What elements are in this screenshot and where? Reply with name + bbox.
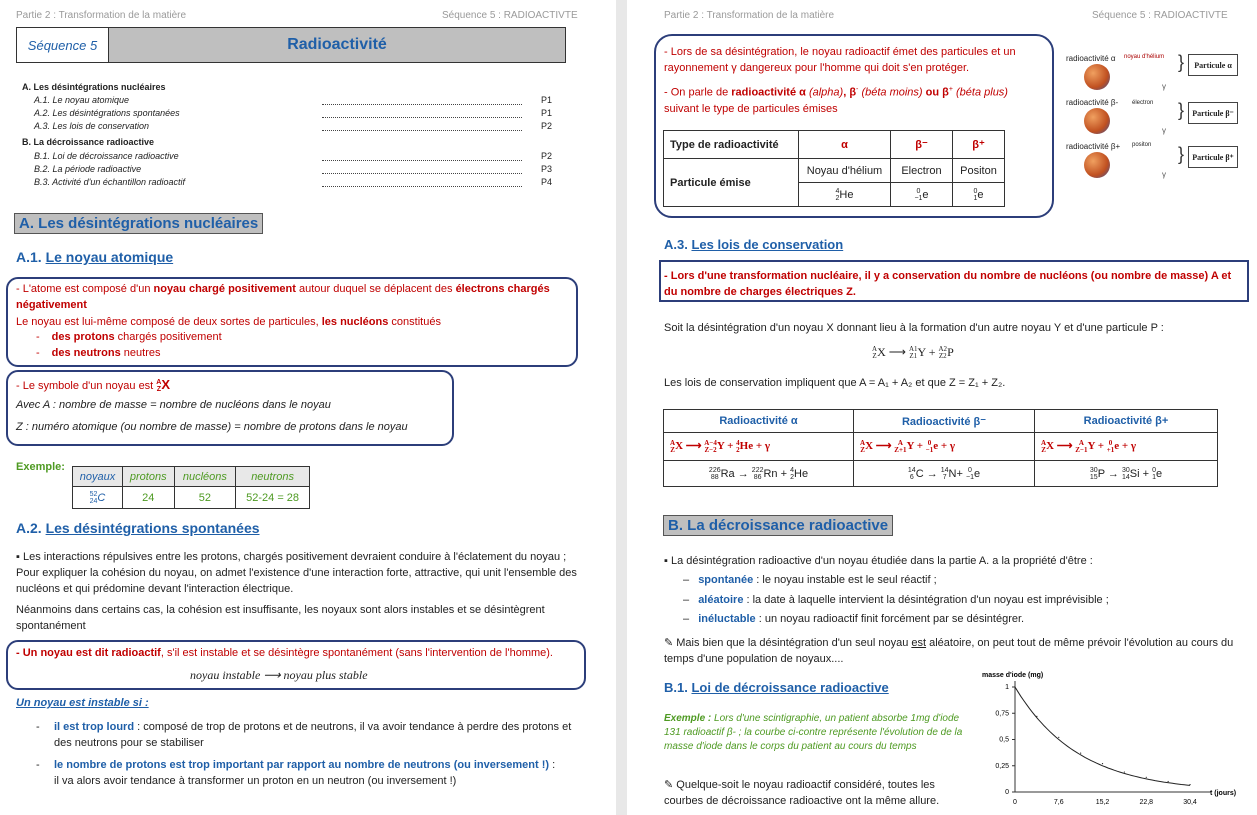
toc-item[interactable]: B.1. Loi de décroissance radioactive	[34, 151, 179, 161]
table-cell: Electron	[891, 159, 953, 183]
chart-point	[1168, 781, 1169, 782]
toc-page: P1	[541, 108, 553, 118]
fig-sub-beta-plus: positon	[1132, 142, 1152, 148]
table-cell: 52	[174, 487, 236, 509]
toc-item[interactable]: A.3. Les lois de conservation	[34, 121, 150, 131]
brace-icon: }	[1178, 144, 1185, 164]
example-label: Exemple:	[16, 461, 65, 473]
table-header: β⁻	[891, 131, 953, 159]
toc-item[interactable]: A. Les désintégrations nucléaires	[22, 82, 166, 92]
table-cell: A ZX ⟶ A Z+1Y + 0 −1e + γ	[854, 433, 1035, 461]
fig-label-beta-minus: radioactivité β-	[1066, 98, 1119, 107]
toc-item[interactable]: B.2. La période radioactive	[34, 164, 142, 174]
section-b-heading: B. La décroissance radioactive	[663, 515, 893, 536]
list-item-too-heavy: - il est trop lourd : composé de trop de protons et de neutrons, il va avoir tendance à perdre des protons et des neutrons pour se stabiliser	[36, 721, 572, 749]
atomic-number-definition: Z : numéro atomique (ou nombre de masse) = nombre de protons dans le noyau	[16, 421, 408, 433]
radioactive-definition: - Un noyau est dit radioactif, s'il est instable et se désintègre spontanément (sans l'intervention de l'homme).	[16, 647, 553, 659]
nucleons-text: Le noyau est lui-même composé de deux sortes de particules, les nucléons constitués	[16, 316, 441, 328]
table-header: Radioactivité β+	[1035, 410, 1218, 433]
chart-y-label: masse d'iode (mg)	[982, 672, 1044, 679]
table-cell: 24	[122, 487, 174, 509]
nucleus-icon	[1084, 152, 1110, 178]
chart-x-tick: 22,8	[1139, 799, 1154, 806]
section-a3-heading: A.3. Les lois de conservation	[664, 237, 844, 252]
chart-point	[1080, 753, 1081, 754]
chart-point	[1102, 763, 1103, 764]
decay-curve-note: ✎ Quelque-soit le noyau radioactif considéré, toutes les courbes de décroissance radioactive ont la même allure.	[664, 779, 940, 807]
decay-properties-intro: ▪ La désintégration radioactive d'un noyau étudiée dans la partie A. a la propriété d'être :	[664, 555, 1093, 567]
gamma-icon: γ	[1162, 170, 1166, 179]
toc-page: P2	[541, 151, 553, 161]
chart-x-label: t (jours)	[1210, 790, 1237, 797]
header-left: Partie 2 : Transformation de la matière	[16, 10, 187, 21]
toc-item[interactable]: B. La décroissance radioactive	[22, 137, 155, 147]
toc-page: P4	[541, 177, 553, 187]
toc-page: P1	[541, 95, 553, 105]
section-a2-heading: A.2. Les désintégrations spontanées	[16, 520, 260, 536]
conservation-laws-text: Les lois de conservation impliquent que A = A₁ + A₂ et que Z = Z₁ + Z₂.	[664, 377, 1006, 389]
table-header: β⁺	[953, 131, 1005, 159]
decay-equations-table	[663, 409, 1218, 487]
list-item-random: – aléatoire : la date à laquelle intervient la désintégration d'un noyau est imprévisible ;	[683, 594, 1109, 606]
population-evolution-text: ✎ Mais bien que la désintégration d'un seul noyau est aléatoire, on peut tout de même prévoir l'évolution au cours du temps d'une population de noyaux....	[664, 637, 1234, 665]
table-header: Radioactivité β⁻	[854, 410, 1035, 433]
chart-y-tick: 0,5	[999, 736, 1009, 744]
brace-icon: }	[1178, 52, 1185, 72]
symbol-text: - Le symbole d'un noyau est A ZX	[16, 377, 171, 394]
chart-x-tick: 30,4	[1183, 799, 1197, 806]
chart-axes	[1015, 681, 1211, 792]
gamma-icon: γ	[1162, 126, 1166, 135]
table-header: Type de radioactivité	[664, 131, 799, 159]
chart-y-tick: 0	[1005, 789, 1009, 796]
table-header: neutrons	[236, 467, 310, 487]
instability-conditions-title: Un noyau est instable si :	[16, 697, 149, 709]
list-item-protons: - des protons chargés positivement	[36, 331, 222, 343]
list-item-neutrons: - des neutrons neutres	[36, 347, 161, 359]
chart-x-tick: 0	[1013, 799, 1017, 806]
iodine-example-text: Exemple : Lors d'une scintigraphie, un patient absorbe 1mg d'iode 131 radioactif β- ; la courbe ci-contre représente l'évolution de de la masse d'iode dans le corps du patient au cours du temps	[664, 713, 963, 752]
decay-general-equation: A ZX ⟶ A1 Z1Y + A2 Z2P	[872, 345, 954, 361]
section-a1-heading: A.1. Le noyau atomique	[16, 249, 174, 265]
chart-y-tick: 0,75	[995, 710, 1009, 718]
toc-page: P3	[541, 164, 553, 174]
header-right: Séquence 5 : RADIOACTIVTE	[442, 10, 578, 21]
atom-composition-text: - L'atome est composé d'un noyau chargé positivement autour duquel se déplacent des électrons chargés négativement	[16, 283, 550, 311]
table-cell: Noyau d'hélium	[799, 159, 891, 183]
repulsion-paragraph: ▪ Les interactions répulsives entre les protons, chargés positivement devraient conduire à l'éclatement du noyau ; Pour expliquer la cohésion du noyau, on admet l'existence d'une interaction forte, attractive, qui unit l'ensemble des nucléons et qui prédomine devant l'interaction électrique.	[16, 551, 577, 595]
header-right: Séquence 5 : RADIOACTIVTE	[1092, 10, 1228, 21]
instability-equation: noyau instable ⟶ noyau plus stable	[190, 668, 368, 682]
table-header: Radioactivité α	[664, 410, 854, 433]
chart-x-tick: 7,6	[1053, 799, 1064, 806]
chart-x-tick: 15,2	[1095, 799, 1110, 806]
fig-label-beta-plus: radioactivité β+	[1066, 142, 1121, 151]
title-bar	[16, 27, 566, 63]
toc-item[interactable]: B.3. Activité d'un échantillon radioactif	[34, 177, 185, 187]
sequence-label: Séquence 5	[17, 28, 109, 62]
chart-point	[1124, 771, 1125, 772]
table-cell: 52-24 = 28	[236, 487, 310, 509]
table-cell: Positon	[953, 159, 1005, 183]
section-a-heading: A. Les désintégrations nucléaires	[14, 213, 263, 234]
table-cell: 0 −1e	[891, 183, 953, 207]
chart-y-tick: 0,25	[995, 762, 1009, 770]
gamma-icon: γ	[1162, 82, 1166, 91]
nucleus-icon	[1084, 108, 1110, 134]
toc-item[interactable]: A.2. Les désintégrations spontanées	[34, 108, 180, 118]
toc-item[interactable]: A.1. Le noyau atomique	[34, 95, 130, 105]
conservation-law-text: - Lors d'une transformation nucléaire, il y a conservation du nombre de nucléons (ou nombre de masse) A et du nombre de charges électriques Z.	[664, 270, 1232, 298]
header-left: Partie 2 : Transformation de la matière	[664, 10, 835, 21]
chart-point	[1146, 777, 1147, 778]
chart-y-tick: 1	[1005, 684, 1009, 691]
decay-intro-text: Soit la désintégration d'un noyau X donnant lieu à la formation d'un autre noyau Y et d'une particule P :	[664, 322, 1164, 334]
list-item-inevitable: – inéluctable : un noyau radioactif finit forcément par se désintégrer.	[683, 613, 1025, 625]
fig-label-alpha: radioactivité α	[1066, 54, 1116, 63]
iodine-decay-chart	[972, 665, 1252, 813]
toc-page: P2	[541, 121, 553, 131]
list-item-proton-ratio: - le nombre de protons est trop important par rapport au nombre de neutrons (ou inversement !) : il va alors avoir tendance à transformer un proton en un neutron (ou inversement !)	[36, 759, 556, 787]
instability-paragraph: Néanmoins dans certains cas, la cohésion est insuffisante, les noyaux sont alors instables et se désintègrent spontanément	[16, 604, 545, 632]
page-2	[627, 0, 1257, 815]
section-b1-heading: B.1. Loi de décroissance radioactive	[664, 680, 889, 695]
table-cell: A ZX ⟶ A−4 Z−2Y + 4 2He + γ	[664, 433, 854, 461]
fig-sub-alpha: noyau d'hélium	[1124, 54, 1165, 60]
chart-series-line	[1015, 687, 1190, 785]
fig-particle-beta-minus: Particule β⁻	[1188, 102, 1238, 124]
table-cell: 52 24C	[73, 487, 123, 509]
fig-particle-beta-plus: Particule β⁺	[1188, 146, 1238, 168]
table-header: protons	[122, 467, 174, 487]
page-1	[0, 0, 616, 815]
radioactivity-illustration	[1064, 40, 1249, 190]
radioactivity-types-text: - On parle de radioactivité α (alpha), β- (béta moins) ou β+ (béta plus) suivant le type de particules émises	[664, 86, 1008, 115]
fig-sub-beta-minus: électron	[1132, 100, 1154, 106]
nucleus-icon	[1084, 64, 1110, 90]
brace-icon: }	[1178, 100, 1185, 120]
mass-number-definition: Avec A : nombre de masse = nombre de nucléons dans le noyau	[16, 399, 331, 411]
table-header: noyaux	[73, 467, 123, 487]
particle-types-table	[663, 130, 1005, 207]
table-cell: 4 2He	[799, 183, 891, 207]
list-item-spontaneous: – spontanée : le noyau instable est le seul réactif ;	[683, 574, 937, 586]
table-cell: A ZX ⟶ A Z−1Y + 0 +1e + γ	[1035, 433, 1218, 461]
chart-point	[1058, 737, 1059, 738]
table-header: nucléons	[174, 467, 236, 487]
nucleus-example-table	[72, 466, 310, 509]
table-cell: 0 1e	[953, 183, 1005, 207]
page-title: Radioactivité	[109, 28, 565, 62]
table-row-label: Particule émise	[664, 159, 799, 207]
table-cell: 30 15P → 30 14Si + 0 1e	[1035, 461, 1218, 487]
table-cell: 14 6 C → 14 7 N+ 0 −1e	[854, 461, 1035, 487]
table-header: α	[799, 131, 891, 159]
fig-particle-alpha: Particule α	[1188, 54, 1238, 76]
emission-text: - Lors de sa désintégration, le noyau radioactif émet des particules et un rayonnement γ dangereux pour l'homme qui doit s'en protéger.	[664, 46, 1016, 74]
table-cell: 226 88 Ra → 222 86 Rn + 4 2He	[664, 461, 854, 487]
